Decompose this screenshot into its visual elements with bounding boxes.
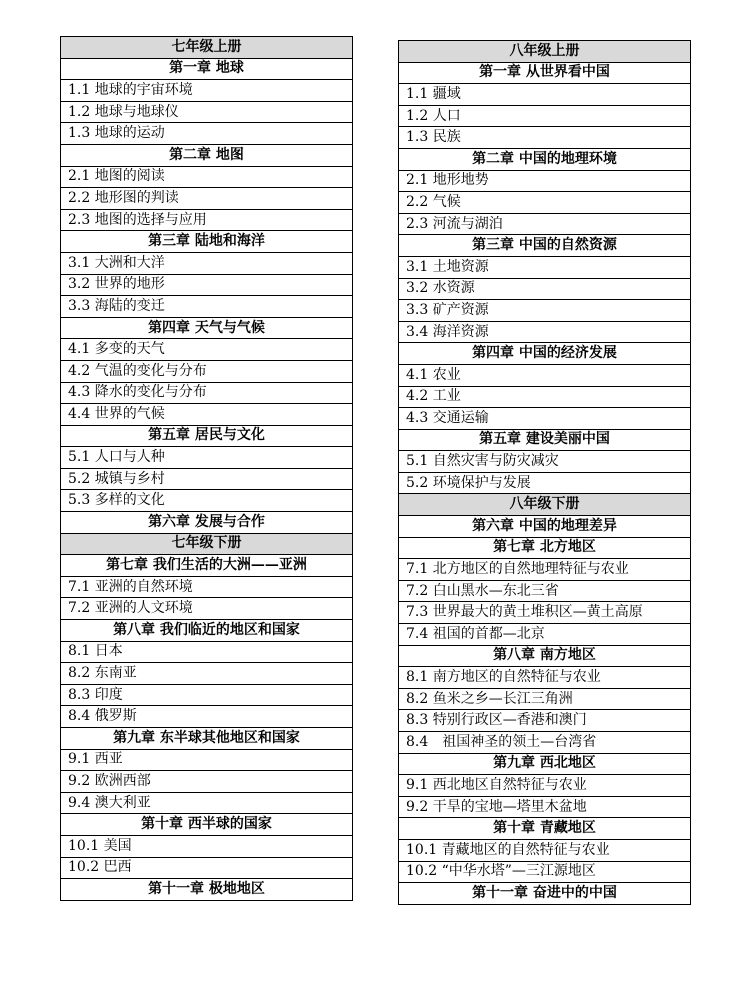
section-title: 1.1 疆域	[399, 84, 691, 106]
section-row	[399, 732, 691, 754]
section-row	[61, 188, 353, 210]
section-title: 10.1 青藏地区的自然特征与农业	[399, 839, 691, 861]
chapter-title: 第八章 南方地区	[399, 645, 691, 667]
chapter-row	[399, 537, 691, 559]
chapter-row	[399, 753, 691, 775]
chapter-row	[61, 879, 353, 901]
chapter-title: 第三章 陆地和海洋	[61, 231, 353, 253]
chapter-title: 第十章 青藏地区	[399, 818, 691, 840]
section-title: 5.2 环境保护与发展	[399, 472, 691, 494]
chapter-row	[61, 814, 353, 836]
chapter-row	[399, 516, 691, 538]
section-title: 4.2 工业	[399, 386, 691, 408]
chapter-row	[399, 645, 691, 667]
section-row	[61, 684, 353, 706]
section-title: 8.4 俄罗斯	[61, 706, 353, 728]
chapter-title: 第七章 北方地区	[399, 537, 691, 559]
section-title: 7.2 白山黑水—东北三省	[399, 580, 691, 602]
grade-title: 七年级上册	[61, 37, 353, 59]
section-row	[399, 796, 691, 818]
grade-title: 七年级下册	[61, 533, 353, 555]
section-title: 3.1 大洲和大洋	[61, 252, 353, 274]
section-title: 5.1 人口与人种	[61, 447, 353, 469]
section-title: 9.4 澳大利亚	[61, 792, 353, 814]
toc-table-left	[60, 36, 353, 901]
chapter-row	[61, 58, 353, 80]
section-row	[61, 123, 353, 145]
section-row	[399, 624, 691, 646]
chapter-title: 第三章 中国的自然资源	[399, 235, 691, 257]
section-title: 2.1 地形地势	[399, 170, 691, 192]
section-row	[399, 710, 691, 732]
section-title: 10.2 “中华水塔”—三江源地区	[399, 861, 691, 883]
grade-header-row	[61, 37, 353, 59]
section-title: 4.3 降水的变化与分布	[61, 382, 353, 404]
chapter-row	[399, 148, 691, 170]
section-row	[61, 274, 353, 296]
section-row	[61, 101, 353, 123]
section-row	[61, 706, 353, 728]
section-row	[61, 857, 353, 879]
chapter-title: 第六章 中国的地理差异	[399, 516, 691, 538]
chapter-title: 第五章 建设美丽中国	[399, 429, 691, 451]
chapter-title: 第十一章 奋进中的中国	[399, 883, 691, 905]
section-row	[399, 408, 691, 430]
section-row	[399, 256, 691, 278]
section-row	[399, 688, 691, 710]
section-row	[399, 839, 691, 861]
section-row	[61, 792, 353, 814]
section-title: 2.3 河流与湖泊	[399, 213, 691, 235]
section-title: 4.2 气温的变化与分布	[61, 360, 353, 382]
section-title: 10.2 巴西	[61, 857, 353, 879]
section-row	[61, 252, 353, 274]
chapter-row	[61, 728, 353, 750]
section-row	[399, 861, 691, 883]
section-row	[399, 105, 691, 127]
chapter-row	[61, 512, 353, 534]
chapter-row	[61, 144, 353, 166]
section-title: 3.1 土地资源	[399, 256, 691, 278]
chapter-title: 第八章 我们临近的地区和国家	[61, 620, 353, 642]
section-row	[61, 835, 353, 857]
section-title: 1.2 人口	[399, 105, 691, 127]
section-title: 7.2 亚洲的人文环境	[61, 598, 353, 620]
section-title: 5.3 多样的文化	[61, 490, 353, 512]
section-row	[61, 382, 353, 404]
section-row	[61, 663, 353, 685]
chapter-title: 第四章 天气与气候	[61, 317, 353, 339]
chapter-row	[61, 620, 353, 642]
section-title: 1.1 地球的宇宙环境	[61, 80, 353, 102]
section-title: 8.2 东南亚	[61, 663, 353, 685]
section-row	[399, 364, 691, 386]
chapter-title: 第二章 地图	[61, 144, 353, 166]
chapter-title: 第六章 发展与合作	[61, 512, 353, 534]
section-row	[399, 192, 691, 214]
section-row	[399, 321, 691, 343]
section-title: 5.1 自然灾害与防灾减灾	[399, 451, 691, 473]
chapter-row	[399, 883, 691, 905]
section-title: 9.1 西北地区自然特征与农业	[399, 775, 691, 797]
section-title: 8.3 印度	[61, 684, 353, 706]
grade-header-row	[399, 494, 691, 516]
section-row	[399, 559, 691, 581]
section-row	[399, 278, 691, 300]
section-row	[61, 166, 353, 188]
section-row	[61, 360, 353, 382]
section-row	[61, 339, 353, 361]
section-title: 8.3 特别行政区—香港和澳门	[399, 710, 691, 732]
section-title: 4.3 交通运输	[399, 408, 691, 430]
section-row	[61, 771, 353, 793]
section-row	[399, 213, 691, 235]
chapter-row	[399, 818, 691, 840]
chapter-title: 第四章 中国的经济发展	[399, 343, 691, 365]
section-row	[61, 209, 353, 231]
section-title: 3.2 水资源	[399, 278, 691, 300]
chapter-row	[399, 343, 691, 365]
section-row	[399, 170, 691, 192]
chapter-row	[399, 235, 691, 257]
chapter-title: 第十章 西半球的国家	[61, 814, 353, 836]
section-row	[399, 580, 691, 602]
section-row	[399, 775, 691, 797]
section-row	[61, 296, 353, 318]
section-title: 10.1 美国	[61, 835, 353, 857]
section-row	[61, 749, 353, 771]
chapter-title: 第十一章 极地地区	[61, 879, 353, 901]
grade-title: 八年级上册	[399, 41, 691, 63]
section-row	[399, 300, 691, 322]
section-title: 3.3 海陆的变迁	[61, 296, 353, 318]
section-title: 1.3 地球的运动	[61, 123, 353, 145]
section-title: 3.2 世界的地形	[61, 274, 353, 296]
chapter-row	[399, 429, 691, 451]
grade-title: 八年级下册	[399, 494, 691, 516]
chapter-title: 第九章 东半球其他地区和国家	[61, 728, 353, 750]
section-row	[399, 667, 691, 689]
section-row	[399, 127, 691, 149]
section-title: 1.3 民族	[399, 127, 691, 149]
grade-header-row	[61, 533, 353, 555]
section-title: 2.3 地图的选择与应用	[61, 209, 353, 231]
section-row	[61, 598, 353, 620]
section-row	[399, 451, 691, 473]
section-title: 4.1 多变的天气	[61, 339, 353, 361]
chapter-title: 第一章 从世界看中国	[399, 62, 691, 84]
chapter-row	[61, 317, 353, 339]
section-title: 2.1 地图的阅读	[61, 166, 353, 188]
section-row	[61, 490, 353, 512]
toc-table-right	[398, 40, 691, 905]
chapter-title: 第九章 西北地区	[399, 753, 691, 775]
section-row	[61, 404, 353, 426]
section-title: 9.2 欧洲西部	[61, 771, 353, 793]
chapter-title: 第五章 居民与文化	[61, 425, 353, 447]
chapter-row	[61, 425, 353, 447]
section-title: 1.2 地球与地球仪	[61, 101, 353, 123]
section-row	[61, 80, 353, 102]
section-title: 2.2 气候	[399, 192, 691, 214]
section-title: 7.4 祖国的首都—北京	[399, 624, 691, 646]
section-title: 5.2 城镇与乡村	[61, 468, 353, 490]
chapter-title: 第七章 我们生活的大洲——亚洲	[61, 555, 353, 577]
section-title: 2.2 地形图的判读	[61, 188, 353, 210]
section-title: 4.4 世界的气候	[61, 404, 353, 426]
section-row	[61, 468, 353, 490]
section-title: 8.4 祖国神圣的领土—台湾省	[399, 732, 691, 754]
section-row	[61, 641, 353, 663]
section-title: 3.4 海洋资源	[399, 321, 691, 343]
section-title: 7.1 亚洲的自然环境	[61, 576, 353, 598]
section-title: 8.1 日本	[61, 641, 353, 663]
section-row	[61, 576, 353, 598]
chapter-row	[399, 62, 691, 84]
section-title: 7.1 北方地区的自然地理特征与农业	[399, 559, 691, 581]
chapter-row	[61, 231, 353, 253]
chapter-title: 第二章 中国的地理环境	[399, 148, 691, 170]
section-row	[399, 84, 691, 106]
section-row	[399, 386, 691, 408]
section-row	[399, 602, 691, 624]
section-row	[61, 447, 353, 469]
section-title: 8.2 鱼米之乡—长江三角洲	[399, 688, 691, 710]
section-title: 9.2 干旱的宝地—塔里木盆地	[399, 796, 691, 818]
section-title: 8.1 南方地区的自然特征与农业	[399, 667, 691, 689]
grade-header-row	[399, 41, 691, 63]
chapter-row	[61, 555, 353, 577]
section-title: 4.1 农业	[399, 364, 691, 386]
section-title: 7.3 世界最大的黄土堆积区—黄土高原	[399, 602, 691, 624]
chapter-title: 第一章 地球	[61, 58, 353, 80]
section-row	[399, 472, 691, 494]
section-title: 3.3 矿产资源	[399, 300, 691, 322]
section-title: 9.1 西亚	[61, 749, 353, 771]
